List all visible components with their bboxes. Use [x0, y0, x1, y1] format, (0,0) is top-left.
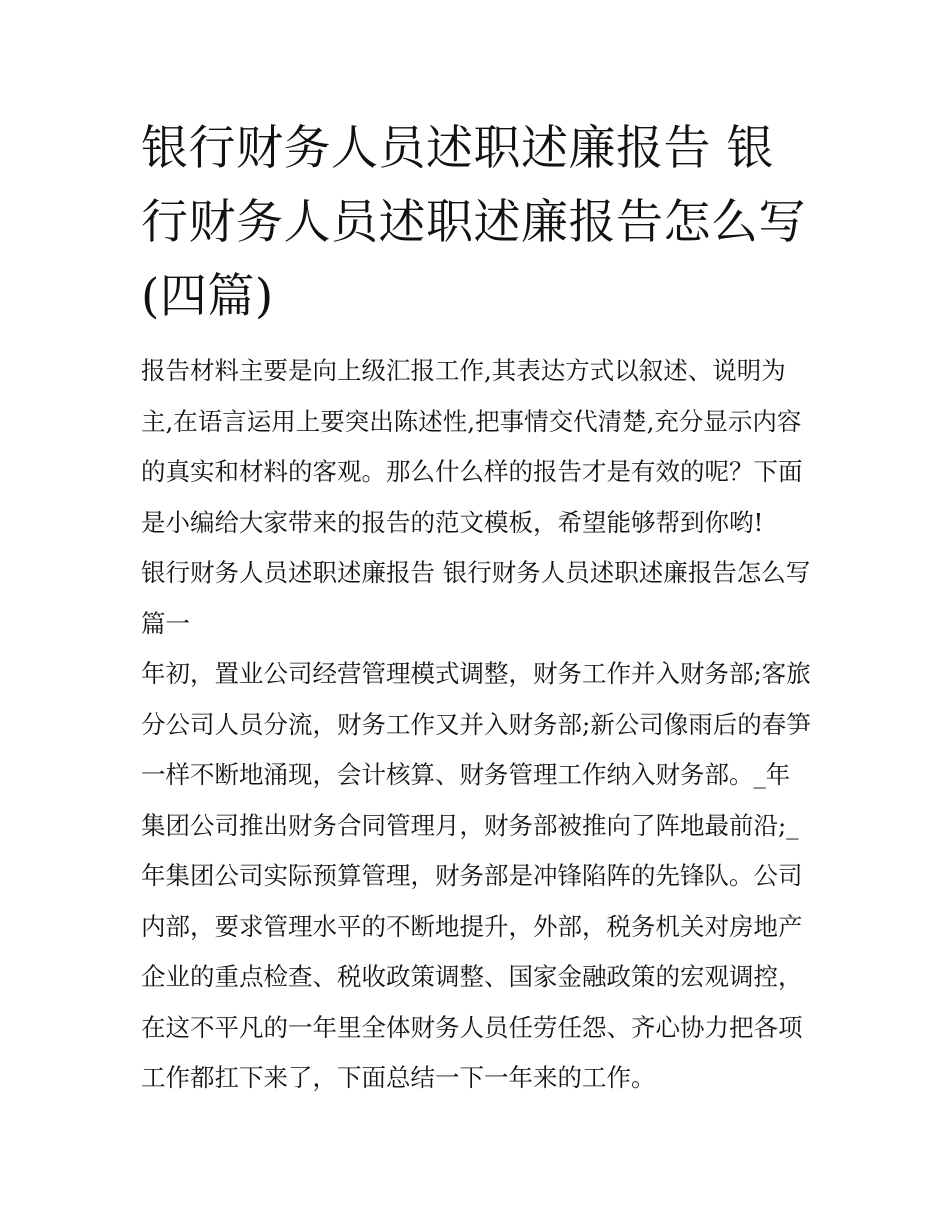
document-page	[141, 112, 813, 1104]
intro-paragraph: 报告材料主要是向上级汇报工作,其表达方式以叙述、说明为主,在语言运用上要突出陈述性,把事情交代清楚,充分显示内容的真实和材料的客观。那么什么样的报告才是有效的呢？下面是小编给大家带来的报告的范文模板，希望能够帮到你哟!	[141, 356, 803, 537]
document-title: 银行财务人员述职述廉报告 银行财务人员述职述廉报告怎么写(四篇)	[141, 121, 806, 324]
section-heading: 银行财务人员述职述廉报告 银行财务人员述职述廉报告怎么写篇一	[141, 558, 811, 638]
document-body	[141, 346, 813, 1104]
body-paragraph: 年初，置业公司经营管理模式调整，财务工作并入财务部;客旅分公司人员分流，财务工作又并入财务部;新公司像雨后的春笋一样不断地涌现，会计核算、财务管理工作纳入财务部。_年集团公司推出财务合同管理月，财务部被推向了阵地最前沿;_年集团公司实际预算管理，财务部是冲锋陷阵的先锋队。公司内部，要求管理水平的不断地提升，外部，税务机关对房地产企业的重点检查、税收政策调整、国家金融政策的宏观调控，在这不平凡的一年里全体财务人员任劳任怨、齐心协力把各项工作都扛下来了，下面总结一下一年来的工作。	[141, 659, 811, 1092]
